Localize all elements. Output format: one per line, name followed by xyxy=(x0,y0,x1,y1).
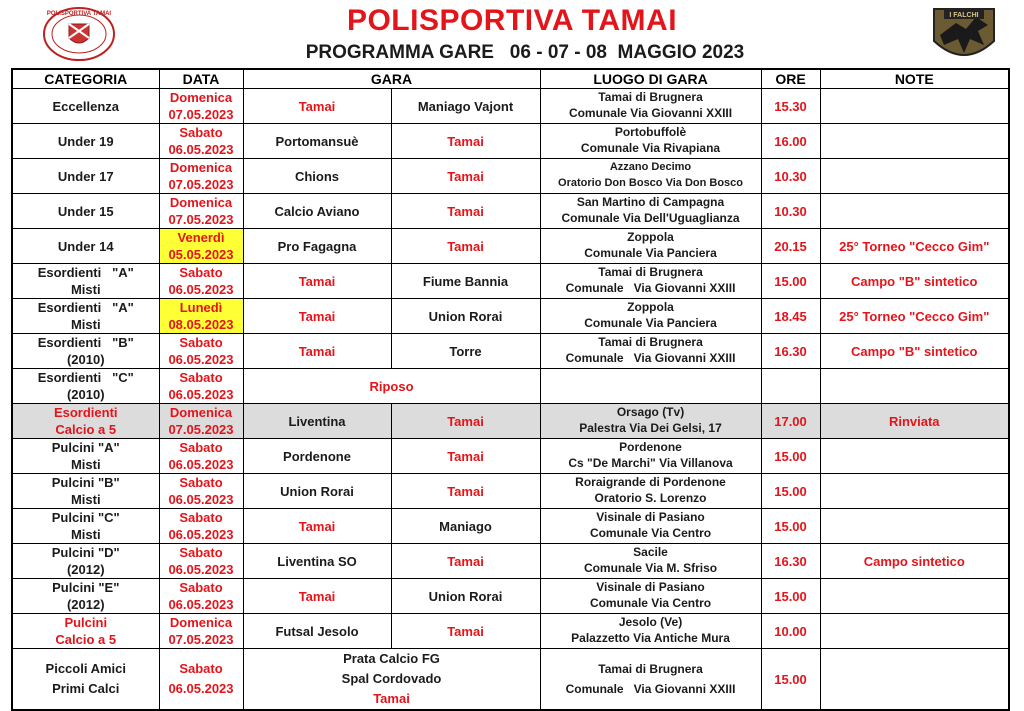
away-team-cell: Tamai xyxy=(391,544,540,579)
note-cell xyxy=(820,614,1009,649)
table-row xyxy=(12,579,1009,614)
date-cell-highlighted: Lunedì 08.05.2023 xyxy=(159,299,243,334)
note-cell xyxy=(820,649,1009,711)
location-cell: Azzano Decimo Oratorio Don Bosco Via Don Bosco xyxy=(540,159,761,194)
away-team-cell: Tamai xyxy=(391,439,540,474)
note-cell xyxy=(820,509,1009,544)
table-row xyxy=(12,649,1009,711)
categoria-cell: Esordienti Calcio a 5 xyxy=(12,404,159,439)
note-cell: 25° Torneo "Cecco Gim" xyxy=(820,229,1009,264)
note-cell: Campo "B" sintetico xyxy=(820,334,1009,369)
date-cell: Domenica 07.05.2023 xyxy=(159,89,243,124)
time-cell: 17.00 xyxy=(761,404,820,439)
time-cell: 15.30 xyxy=(761,89,820,124)
time-cell: 16.30 xyxy=(761,544,820,579)
date-cell: Sabato 06.05.2023 xyxy=(159,579,243,614)
away-team-cell: Torre xyxy=(391,334,540,369)
categoria-cell: Esordienti "C" (2010) xyxy=(12,369,159,404)
note-cell xyxy=(820,124,1009,159)
categoria-cell: Piccoli Amici Primi Calci xyxy=(12,649,159,711)
note-cell xyxy=(820,439,1009,474)
note-cell: Campo sintetico xyxy=(820,544,1009,579)
table-row xyxy=(12,229,1009,264)
table-row xyxy=(12,124,1009,159)
time-cell: 20.15 xyxy=(761,229,820,264)
location-cell: Zoppola Comunale Via Panciera xyxy=(540,229,761,264)
note-cell: 25° Torneo "Cecco Gim" xyxy=(820,299,1009,334)
table-row-postponed xyxy=(12,404,1009,439)
location-cell: San Martino di Campagna Comunale Via Dell'Uguaglianza xyxy=(540,194,761,229)
time-cell: 15.00 xyxy=(761,579,820,614)
note-cell xyxy=(820,369,1009,404)
note-cell: Rinviata xyxy=(820,404,1009,439)
home-team-cell: Portomansuè xyxy=(243,124,391,159)
svg-text:I FALCHI: I FALCHI xyxy=(949,12,979,19)
table-row xyxy=(12,369,1009,404)
note-cell xyxy=(820,194,1009,229)
team-name: Spal Cordovado xyxy=(341,671,442,686)
table-row xyxy=(12,264,1009,299)
col-header-categoria: CATEGORIA xyxy=(12,69,159,89)
away-team-cell: Tamai xyxy=(391,159,540,194)
table-header-row xyxy=(12,69,1009,89)
date-cell: Sabato 06.05.2023 xyxy=(159,369,243,404)
home-team-cell: Pordenone xyxy=(243,439,391,474)
time-cell: 15.00 xyxy=(761,509,820,544)
date-cell: Sabato 06.05.2023 xyxy=(159,544,243,579)
categoria-cell: Under 15 xyxy=(12,194,159,229)
away-team-cell: Fiume Bannia xyxy=(391,264,540,299)
page-title: POLISPORTIVA TAMAI xyxy=(346,4,678,37)
home-team-cell: Liventina xyxy=(243,404,391,439)
home-team-cell: Tamai xyxy=(243,89,391,124)
table-row xyxy=(12,299,1009,334)
time-cell: 15.00 xyxy=(761,649,820,711)
table-row xyxy=(12,474,1009,509)
table-row xyxy=(12,194,1009,229)
table-row xyxy=(12,89,1009,124)
categoria-cell: Under 19 xyxy=(12,124,159,159)
away-team-cell: Tamai xyxy=(391,404,540,439)
away-team-cell: Tamai xyxy=(391,474,540,509)
time-cell: 15.00 xyxy=(761,264,820,299)
team-name: Prata Calcio FG xyxy=(343,651,440,666)
location-cell: Zoppola Comunale Via Panciera xyxy=(540,299,761,334)
location-cell: Sacile Comunale Via M. Sfriso xyxy=(540,544,761,579)
time-cell: 10.30 xyxy=(761,194,820,229)
date-cell: Sabato 06.05.2023 xyxy=(159,124,243,159)
table-row xyxy=(12,159,1009,194)
home-team-cell: Liventina SO xyxy=(243,544,391,579)
col-header-luogo: LUOGO DI GARA xyxy=(540,69,761,89)
date-cell: Domenica 07.05.2023 xyxy=(159,194,243,229)
home-team-cell: Tamai xyxy=(243,579,391,614)
col-header-data: DATA xyxy=(159,69,243,89)
date-cell: Domenica 07.05.2023 xyxy=(159,159,243,194)
teams-cell xyxy=(243,649,540,711)
categoria-cell: Under 14 xyxy=(12,229,159,264)
svg-text:POLISPORTIVA TAMAI: POLISPORTIVA TAMAI xyxy=(46,11,112,17)
time-cell: 10.00 xyxy=(761,614,820,649)
rest-cell: Riposo xyxy=(243,369,540,404)
categoria-cell: Pulcini "E" (2012) xyxy=(12,579,159,614)
date-cell: Sabato 06.05.2023 xyxy=(159,474,243,509)
date-cell: Domenica 07.05.2023 xyxy=(159,614,243,649)
col-header-note: NOTE xyxy=(820,69,1009,89)
team-name: Tamai xyxy=(373,691,410,706)
away-team-cell: Union Rorai xyxy=(391,579,540,614)
time-cell: 10.30 xyxy=(761,159,820,194)
note-cell xyxy=(820,89,1009,124)
date-cell: Sabato 06.05.2023 xyxy=(159,334,243,369)
categoria-cell: Esordienti "B" (2010) xyxy=(12,334,159,369)
table-row xyxy=(12,439,1009,474)
location-cell: Tamai di Brugnera Comunale Via Giovanni XXIII xyxy=(540,334,761,369)
time-cell: 15.00 xyxy=(761,439,820,474)
categoria-cell: Pulcini "A" Misti xyxy=(12,439,159,474)
location-cell xyxy=(540,369,761,404)
away-team-cell: Tamai xyxy=(391,194,540,229)
away-team-cell: Maniago Vajont xyxy=(391,89,540,124)
categoria-cell: Under 17 xyxy=(12,159,159,194)
note-cell xyxy=(820,579,1009,614)
home-team-cell: Union Rorai xyxy=(243,474,391,509)
table-row xyxy=(12,334,1009,369)
home-team-cell: Tamai xyxy=(243,509,391,544)
home-team-cell: Tamai xyxy=(243,334,391,369)
home-team-cell: Futsal Jesolo xyxy=(243,614,391,649)
location-cell: Portobuffolè Comunale Via Rivapiana xyxy=(540,124,761,159)
away-team-cell: Union Rorai xyxy=(391,299,540,334)
note-cell xyxy=(820,474,1009,509)
categoria-cell: Pulcini "B" Misti xyxy=(12,474,159,509)
date-cell: Sabato 06.05.2023 xyxy=(159,649,243,711)
table-row xyxy=(12,544,1009,579)
location-cell: Visinale di Pasiano Comunale Via Centro xyxy=(540,509,761,544)
date-cell: Domenica 07.05.2023 xyxy=(159,404,243,439)
location-cell: Tamai di Brugnera Comunale Via Giovanni XXIII xyxy=(540,649,761,711)
location-cell: Tamai di Brugnera Comunale Via Giovanni XXIII xyxy=(540,264,761,299)
col-header-ore: ORE xyxy=(761,69,820,89)
categoria-cell: Esordienti "A" Misti xyxy=(12,299,159,334)
table-row xyxy=(12,509,1009,544)
date-cell-highlighted: Venerdì 05.05.2023 xyxy=(159,229,243,264)
page-subtitle: PROGRAMMA GARE 06 - 07 - 08 MAGGIO 2023 xyxy=(305,42,745,63)
schedule-table xyxy=(11,68,1010,711)
location-cell: Orsago (Tv) Palestra Via Dei Gelsi, 17 xyxy=(540,404,761,439)
away-team-cell: Tamai xyxy=(391,229,540,264)
date-cell: Sabato 06.05.2023 xyxy=(159,264,243,299)
away-team-cell: Maniago xyxy=(391,509,540,544)
home-team-cell: Calcio Aviano xyxy=(243,194,391,229)
categoria-cell: Pulcini "D" (2012) xyxy=(12,544,159,579)
date-cell: Sabato 06.05.2023 xyxy=(159,439,243,474)
location-cell: Roraigrande di Pordenone Oratorio S. Lorenzo xyxy=(540,474,761,509)
location-cell: Visinale di Pasiano Comunale Via Centro xyxy=(540,579,761,614)
col-header-gara: GARA xyxy=(243,69,540,89)
note-cell xyxy=(820,159,1009,194)
time-cell: 18.45 xyxy=(761,299,820,334)
time-cell: 16.00 xyxy=(761,124,820,159)
location-cell: Tamai di Brugnera Comunale Via Giovanni XXIII xyxy=(540,89,761,124)
location-cell: Jesolo (Ve) Palazzetto Via Antiche Mura xyxy=(540,614,761,649)
time-cell xyxy=(761,369,820,404)
categoria-cell: Pulcini Calcio a 5 xyxy=(12,614,159,649)
date-cell: Sabato 06.05.2023 xyxy=(159,509,243,544)
note-cell: Campo "B" sintetico xyxy=(820,264,1009,299)
away-team-cell: Tamai xyxy=(391,614,540,649)
categoria-cell: Esordienti "A" Misti xyxy=(12,264,159,299)
categoria-cell: Eccellenza xyxy=(12,89,159,124)
home-team-cell: Tamai xyxy=(243,299,391,334)
location-cell: Pordenone Cs "De Marchi" Via Villanova xyxy=(540,439,761,474)
home-team-cell: Chions xyxy=(243,159,391,194)
categoria-cell: Pulcini "C" Misti xyxy=(12,509,159,544)
home-team-cell: Tamai xyxy=(243,264,391,299)
table-row xyxy=(12,614,1009,649)
away-team-cell: Tamai xyxy=(391,124,540,159)
time-cell: 15.00 xyxy=(761,474,820,509)
home-team-cell: Pro Fagagna xyxy=(243,229,391,264)
time-cell: 16.30 xyxy=(761,334,820,369)
